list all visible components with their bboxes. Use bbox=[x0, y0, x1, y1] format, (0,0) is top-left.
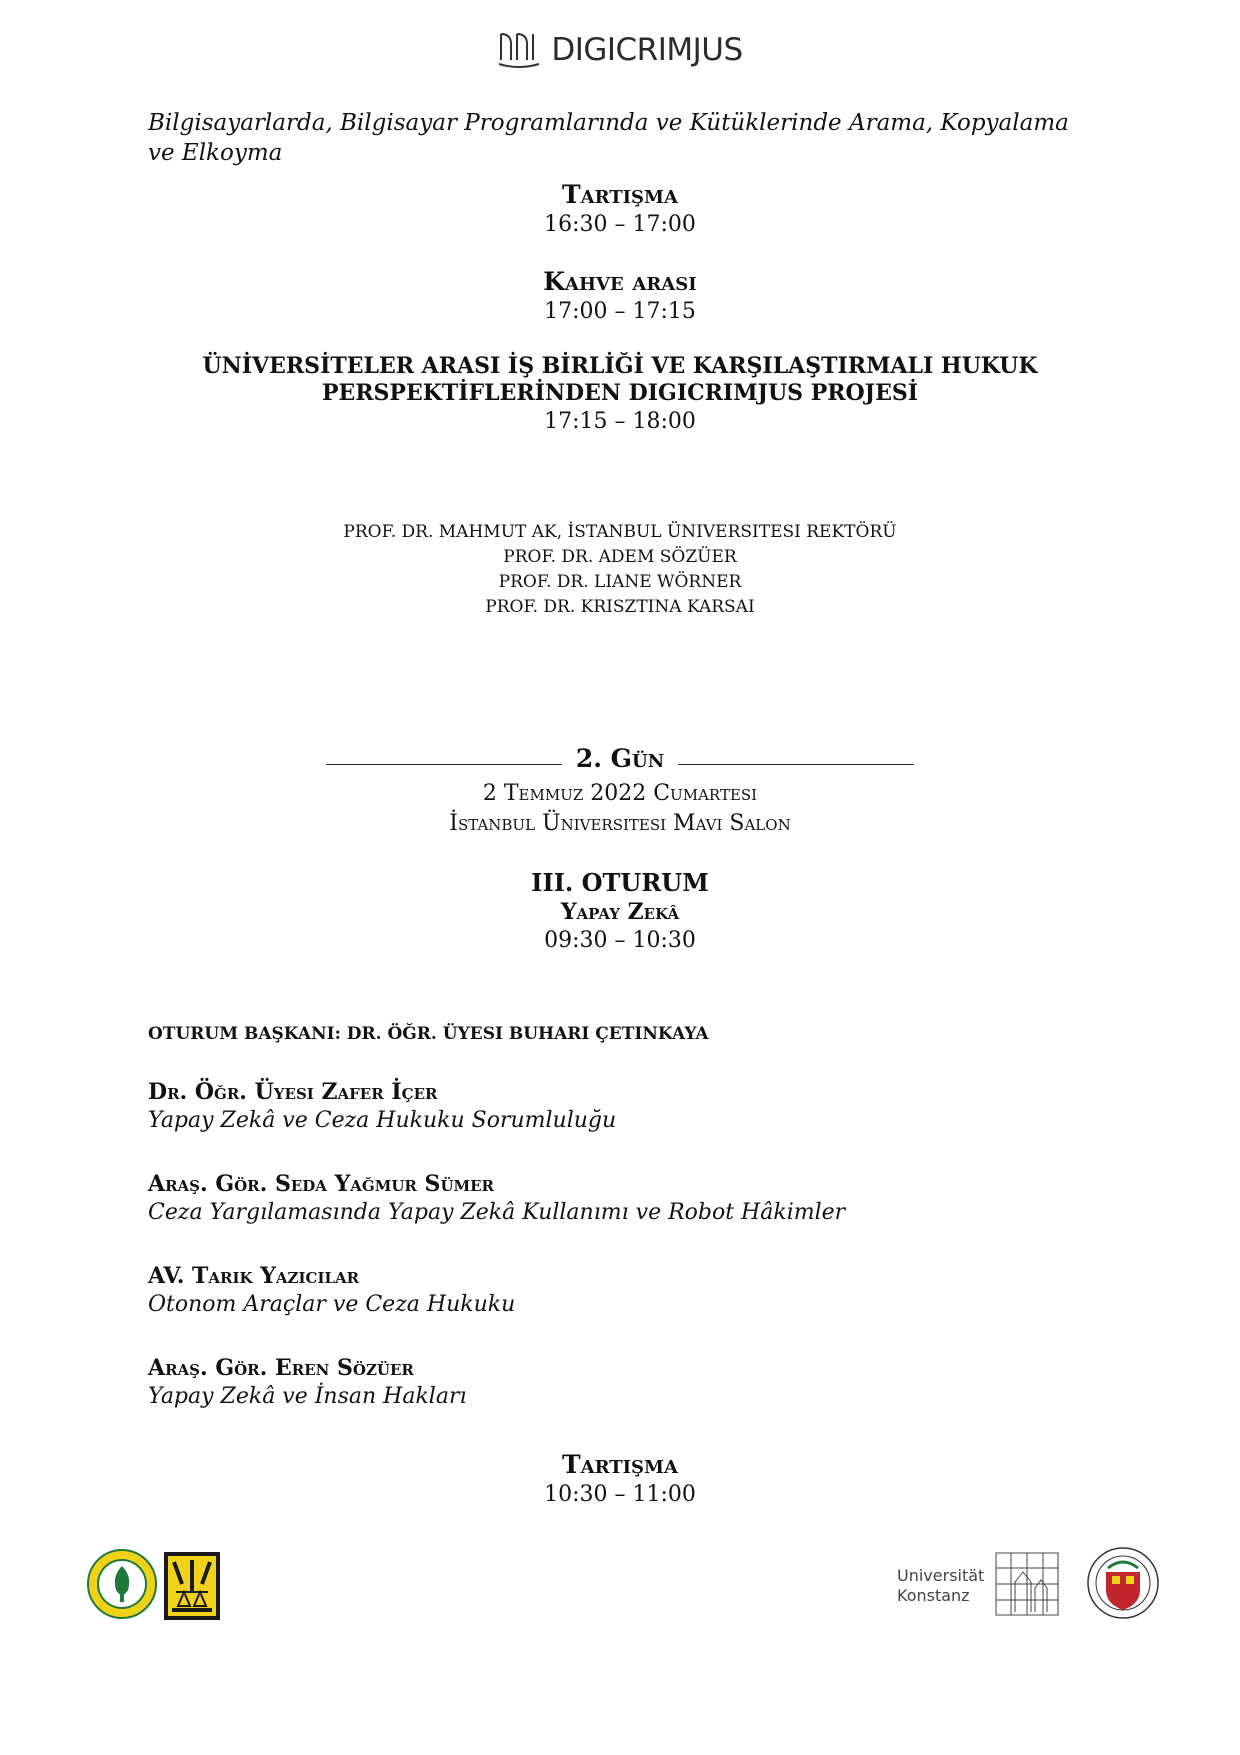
talk-item bbox=[148, 1354, 1148, 1412]
konstanz-logo bbox=[897, 1566, 984, 1606]
day-date: 2 Temmuz 2022 Cumartesi bbox=[482, 781, 758, 806]
coffee-break-time: 17:00 – 17:15 bbox=[544, 299, 696, 324]
speaker-item: PROF. DR. KRISZTINA KARSAI bbox=[485, 597, 755, 617]
talk-item bbox=[148, 1170, 1148, 1228]
law-faculty-logo bbox=[164, 1552, 220, 1624]
day-label: 2. Gün bbox=[575, 744, 665, 773]
speaker-item: PROF. DR. ADEM SÖZÜER bbox=[503, 547, 737, 567]
session-chair-label: OTURUM BAŞKANI: DR. ÖĞR. ÜYESI BUHARI ÇETINKAYA bbox=[148, 1024, 709, 1044]
speaker-item: PROF. DR. LIANE WÖRNER bbox=[498, 572, 742, 592]
discussion-label: Tartışma bbox=[562, 1450, 678, 1479]
coffee-break-label: Kahve arası bbox=[543, 267, 697, 296]
partner-university-seal bbox=[1086, 1546, 1160, 1624]
day-2-info bbox=[0, 779, 1240, 839]
konstanz-line-1: Universität bbox=[897, 1566, 985, 1585]
previous-talk-title: Bilgisayarlarda, Bilgisayar Programlarında ve Kütüklerinde Arama, Kopyalama ve Elkoyma bbox=[148, 110, 1069, 166]
konstanz-line-2: Konstanz bbox=[897, 1586, 970, 1605]
discussion-block-2 bbox=[0, 1450, 1240, 1510]
day-divider-left bbox=[326, 764, 562, 765]
header-brand bbox=[0, 30, 1240, 70]
discussion-label: Tartışma bbox=[562, 180, 678, 209]
project-title-line-2: PERSPEKTİFLERİNDEN DIGICRIMJUS PROJESİ bbox=[321, 380, 919, 406]
session-title: III. OTURUM bbox=[531, 868, 709, 897]
talk-speaker: Araş. Gör. Eren Sözüer bbox=[148, 1355, 414, 1381]
session-subtitle: Yapay Zekâ bbox=[560, 899, 680, 925]
talk-title: Yapay Zekâ ve İnsan Hakları bbox=[148, 1384, 467, 1409]
talk-title: Otonom Araçlar ve Ceza Hukuku bbox=[148, 1292, 516, 1317]
day-2-header bbox=[0, 744, 1240, 773]
project-title-line-1: ÜNİVERSİTELER ARASI İŞ BİRLİĞİ VE KARŞILAŞTIRMALI HUKUK bbox=[202, 353, 1038, 379]
day-divider-right bbox=[678, 764, 914, 765]
konstanz-grid-logo bbox=[995, 1552, 1059, 1620]
law-faculty-emblem-icon bbox=[164, 1552, 220, 1620]
digicrimjus-logo-icon bbox=[497, 30, 541, 70]
talk-title: Yapay Zekâ ve Ceza Hukuku Sorumluluğu bbox=[148, 1108, 617, 1133]
project-session-block bbox=[0, 353, 1240, 437]
brand-name: DIGICRIMJUS bbox=[551, 32, 743, 68]
session-chair bbox=[148, 1024, 1148, 1044]
project-speakers bbox=[0, 520, 1240, 620]
istanbul-university-logo bbox=[86, 1548, 158, 1624]
talk-speaker: Araş. Gör. Seda Yağmur Sümer bbox=[148, 1171, 495, 1197]
discussion-time: 16:30 – 17:00 bbox=[544, 212, 696, 237]
day-venue: İstanbul Üniversitesi Mavi Salon bbox=[449, 811, 791, 836]
talk-title: Ceza Yargılamasında Yapay Zekâ Kullanımı ve Robot Hâkimler bbox=[148, 1200, 846, 1225]
discussion-block-1 bbox=[0, 180, 1240, 240]
konstanz-grid-icon bbox=[995, 1552, 1059, 1616]
session-3-header bbox=[0, 868, 1240, 956]
project-time: 17:15 – 18:00 bbox=[544, 409, 696, 434]
talk-speaker: AV. Tarık Yazıcılar bbox=[148, 1263, 360, 1289]
speaker-item: PROF. DR. MAHMUT AK, İSTANBUL ÜNIVERSITESI REKTÖRÜ bbox=[343, 522, 897, 542]
talk-speaker: Dr. Öğr. Üyesi Zafer İçer bbox=[148, 1079, 438, 1105]
discussion-time: 10:30 – 11:00 bbox=[544, 1482, 696, 1507]
coffee-break-block bbox=[0, 267, 1240, 327]
red-seal-icon bbox=[1086, 1546, 1160, 1620]
session-time: 09:30 – 10:30 bbox=[544, 928, 696, 953]
talk-item bbox=[148, 1262, 1148, 1320]
talk-item bbox=[148, 1078, 1148, 1136]
istanbul-university-seal-icon bbox=[86, 1548, 158, 1620]
